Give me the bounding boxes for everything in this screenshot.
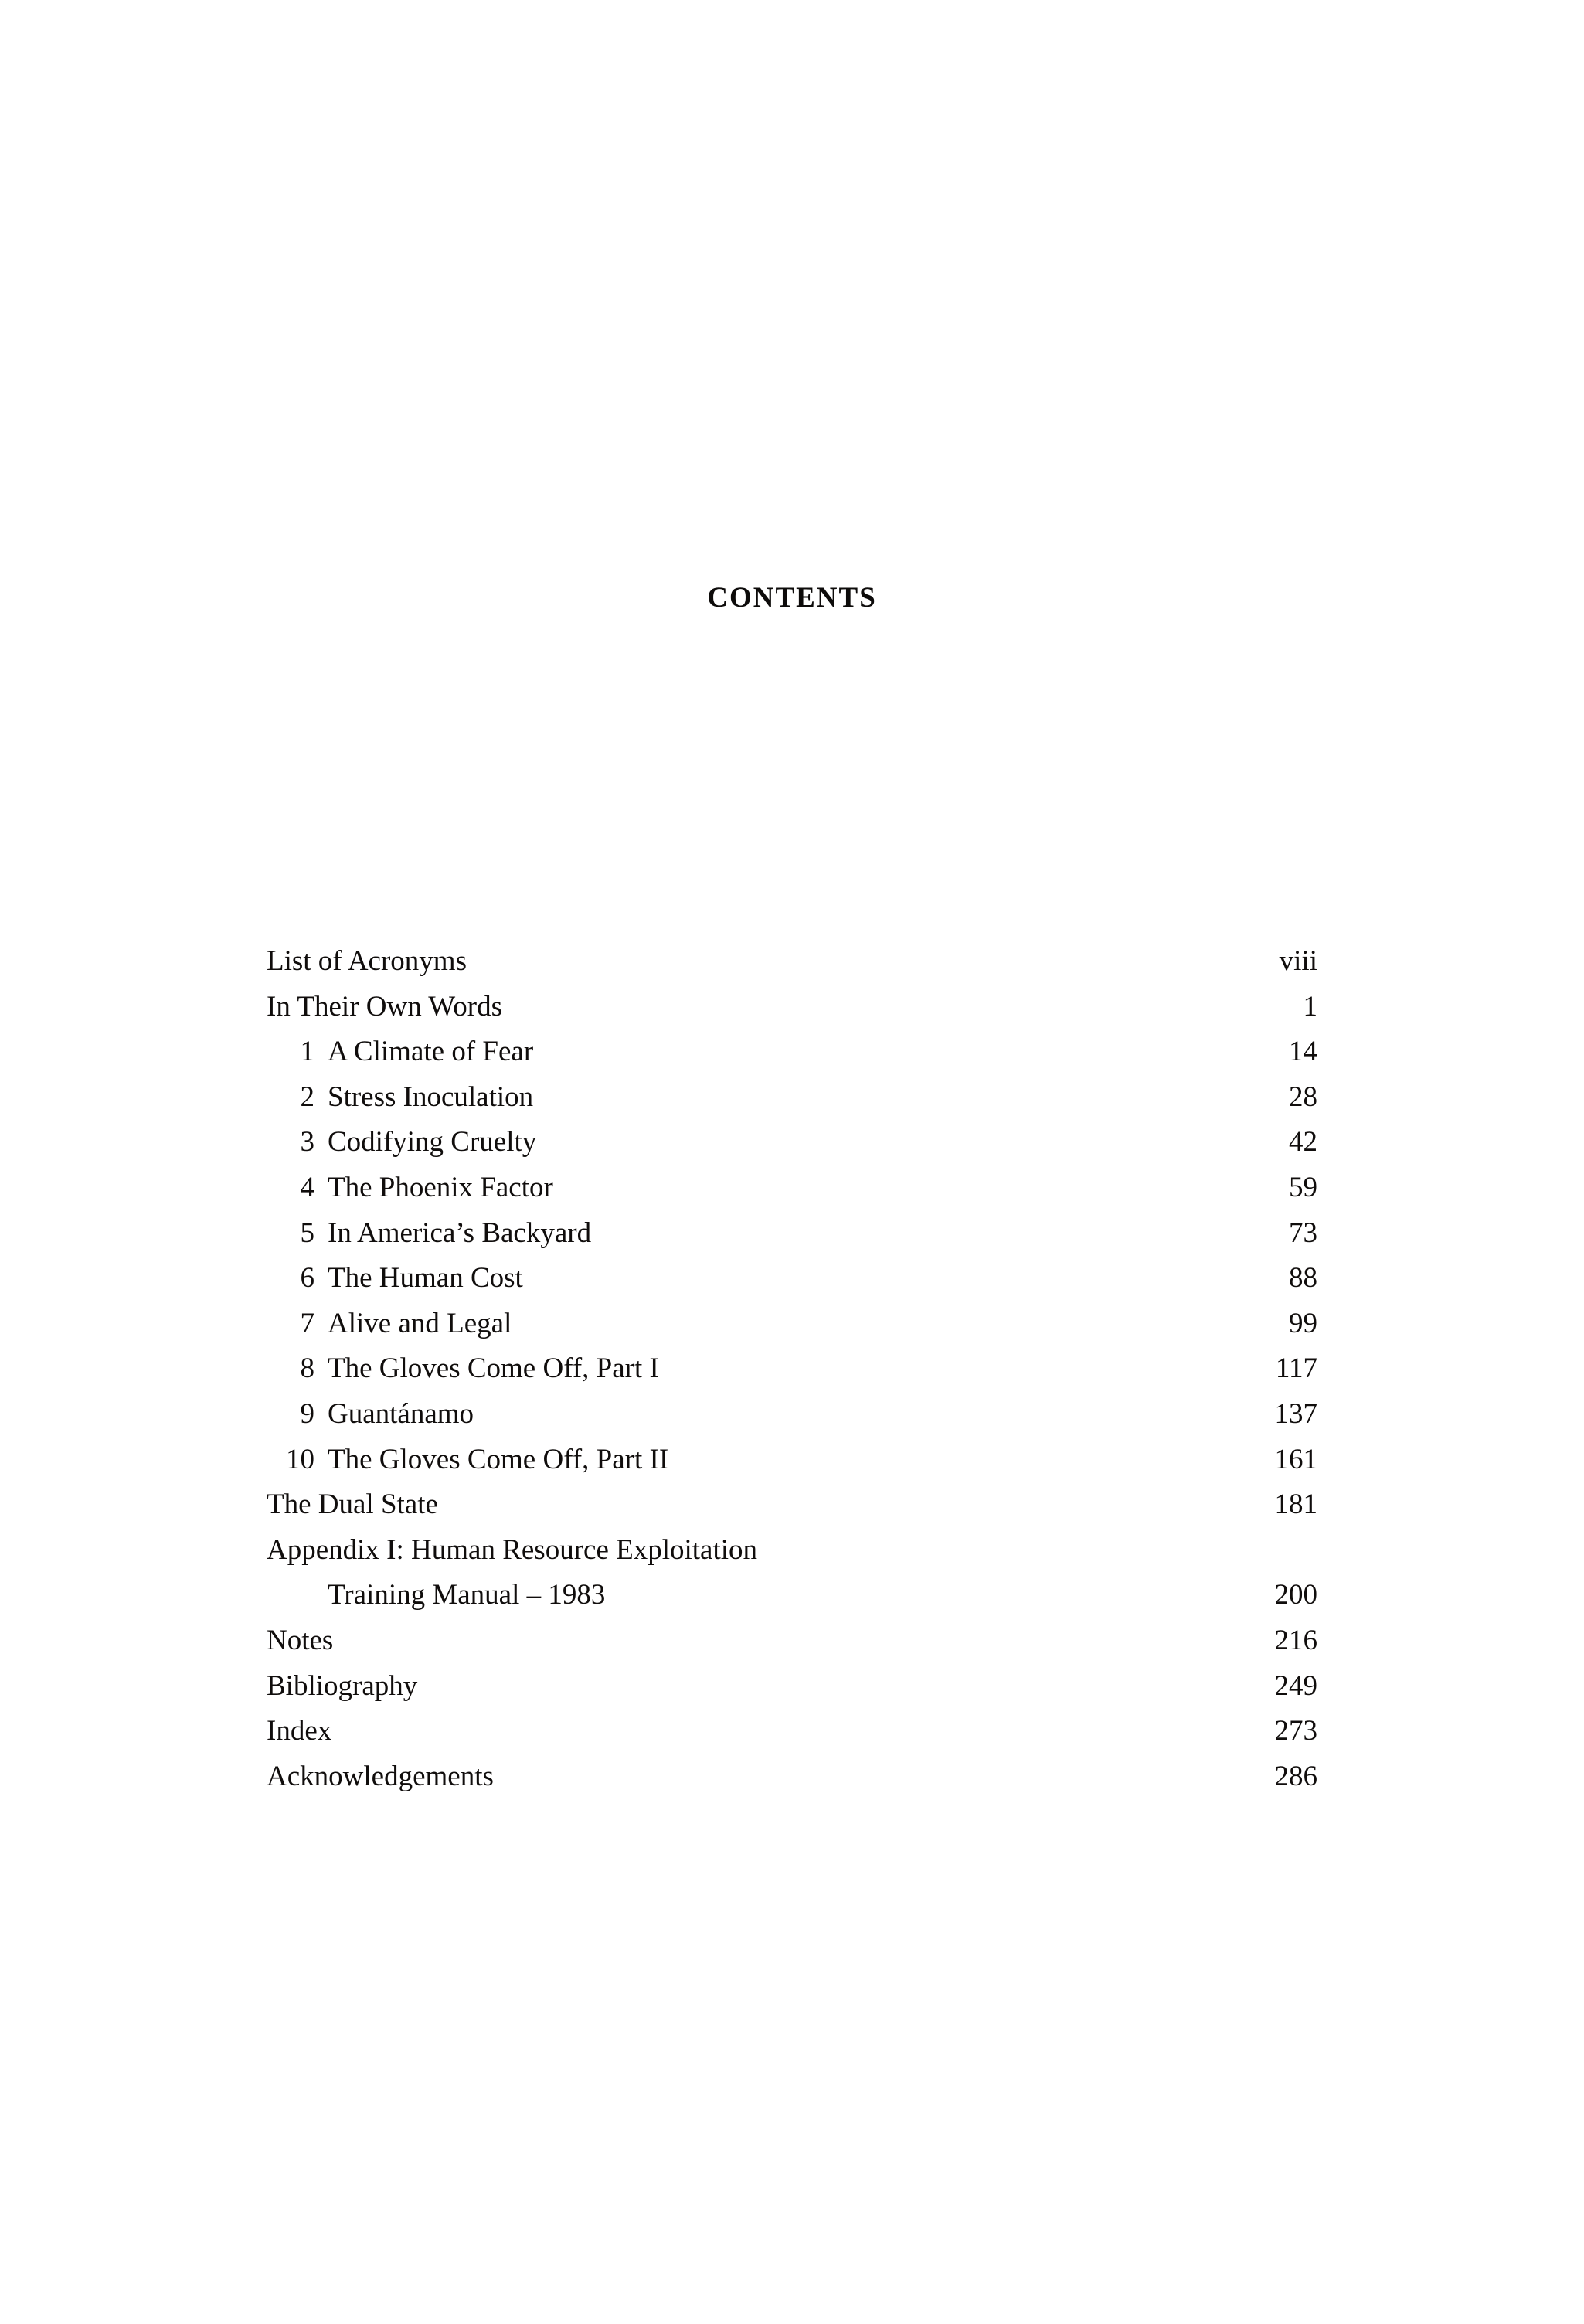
toc-entry-title: In America’s Backyard bbox=[328, 1216, 592, 1249]
toc-entry[interactable] bbox=[267, 1256, 1317, 1302]
table-of-contents bbox=[267, 939, 1317, 1799]
toc-entry-title: Appendix I: Human Resource Exploitation bbox=[267, 1533, 758, 1566]
toc-entry-page-number: 59 bbox=[1289, 1171, 1317, 1203]
toc-entry-page-number: 42 bbox=[1289, 1126, 1317, 1159]
toc-entry-title: Index bbox=[267, 1715, 332, 1747]
toc-entry[interactable] bbox=[267, 1392, 1317, 1438]
toc-entry-page-number: 28 bbox=[1289, 1080, 1317, 1113]
page-title: CONTENTS bbox=[707, 582, 877, 614]
toc-entry-title: Guantánamo bbox=[328, 1397, 474, 1430]
toc-entry-title: Stress Inoculation bbox=[328, 1080, 534, 1113]
toc-entry[interactable] bbox=[267, 1482, 1317, 1528]
toc-entry-number: 4 bbox=[300, 1171, 314, 1203]
toc-entry-number: 3 bbox=[300, 1126, 314, 1159]
toc-entry-title: The Gloves Come Off, Part I bbox=[328, 1353, 659, 1385]
toc-entry-page-number: 137 bbox=[1274, 1397, 1317, 1430]
toc-entry[interactable] bbox=[267, 1754, 1317, 1800]
toc-entry[interactable] bbox=[267, 1664, 1317, 1710]
toc-entry[interactable] bbox=[267, 1618, 1317, 1664]
toc-entry-page-number: 1 bbox=[1303, 990, 1317, 1022]
toc-entry-page-number: 286 bbox=[1274, 1760, 1317, 1792]
toc-entry-page-number: 117 bbox=[1275, 1353, 1317, 1385]
toc-entry[interactable] bbox=[267, 1029, 1317, 1075]
toc-entry-page-number: 99 bbox=[1289, 1307, 1317, 1339]
toc-entry[interactable] bbox=[267, 1528, 1317, 1574]
toc-entry[interactable] bbox=[267, 1165, 1317, 1211]
toc-entry[interactable] bbox=[267, 1346, 1317, 1392]
toc-entry-title: The Human Cost bbox=[328, 1262, 523, 1295]
toc-entry-page-number: 88 bbox=[1289, 1262, 1317, 1295]
toc-entry-title: Alive and Legal bbox=[328, 1307, 512, 1339]
toc-entry[interactable] bbox=[267, 939, 1317, 985]
toc-entry-number: 8 bbox=[300, 1353, 314, 1385]
toc-entry-number: 7 bbox=[300, 1307, 314, 1339]
toc-entry-number: 9 bbox=[300, 1397, 314, 1430]
toc-entry[interactable] bbox=[267, 1120, 1317, 1165]
toc-entry-number: 6 bbox=[300, 1262, 314, 1295]
toc-entry[interactable] bbox=[267, 1709, 1317, 1754]
toc-entry-page-number: 181 bbox=[1274, 1489, 1317, 1521]
toc-entry-number: 2 bbox=[300, 1080, 314, 1113]
toc-entry[interactable] bbox=[267, 1211, 1317, 1257]
toc-entry[interactable] bbox=[267, 1573, 1317, 1618]
toc-entry-page-number: 14 bbox=[1289, 1036, 1317, 1068]
toc-entry-page-number: 249 bbox=[1274, 1669, 1317, 1702]
toc-entry[interactable] bbox=[267, 985, 1317, 1030]
toc-entry-page-number: 73 bbox=[1289, 1216, 1317, 1249]
toc-entry-title: Notes bbox=[267, 1624, 334, 1656]
toc-entry-title: Bibliography bbox=[267, 1669, 418, 1702]
toc-entry-number: 10 bbox=[286, 1443, 314, 1475]
toc-entry-page-number: 161 bbox=[1274, 1443, 1317, 1475]
toc-entry-title: The Gloves Come Off, Part II bbox=[328, 1443, 669, 1475]
toc-entry-title: Acknowledgements bbox=[267, 1760, 494, 1792]
toc-entry-number: 1 bbox=[300, 1036, 314, 1068]
toc-entry-title: Codifying Cruelty bbox=[328, 1126, 537, 1159]
toc-entry-page-number: 273 bbox=[1274, 1715, 1317, 1747]
toc-entry-title: List of Acronyms bbox=[267, 945, 467, 977]
toc-entry-page-number: viii bbox=[1279, 945, 1317, 977]
toc-entry[interactable] bbox=[267, 1075, 1317, 1121]
toc-entry-title: Training Manual – 1983 bbox=[328, 1579, 606, 1611]
toc-entry-number: 5 bbox=[300, 1216, 314, 1249]
toc-entry[interactable] bbox=[267, 1438, 1317, 1483]
toc-entry-page-number: 200 bbox=[1274, 1579, 1317, 1611]
toc-entry-page-number: 216 bbox=[1274, 1624, 1317, 1656]
toc-entry-title: In Their Own Words bbox=[267, 990, 502, 1022]
toc-entry-title: The Phoenix Factor bbox=[328, 1171, 553, 1203]
toc-entry[interactable] bbox=[267, 1302, 1317, 1347]
toc-entry-title: A Climate of Fear bbox=[328, 1036, 534, 1068]
toc-entry-title: The Dual State bbox=[267, 1489, 438, 1521]
